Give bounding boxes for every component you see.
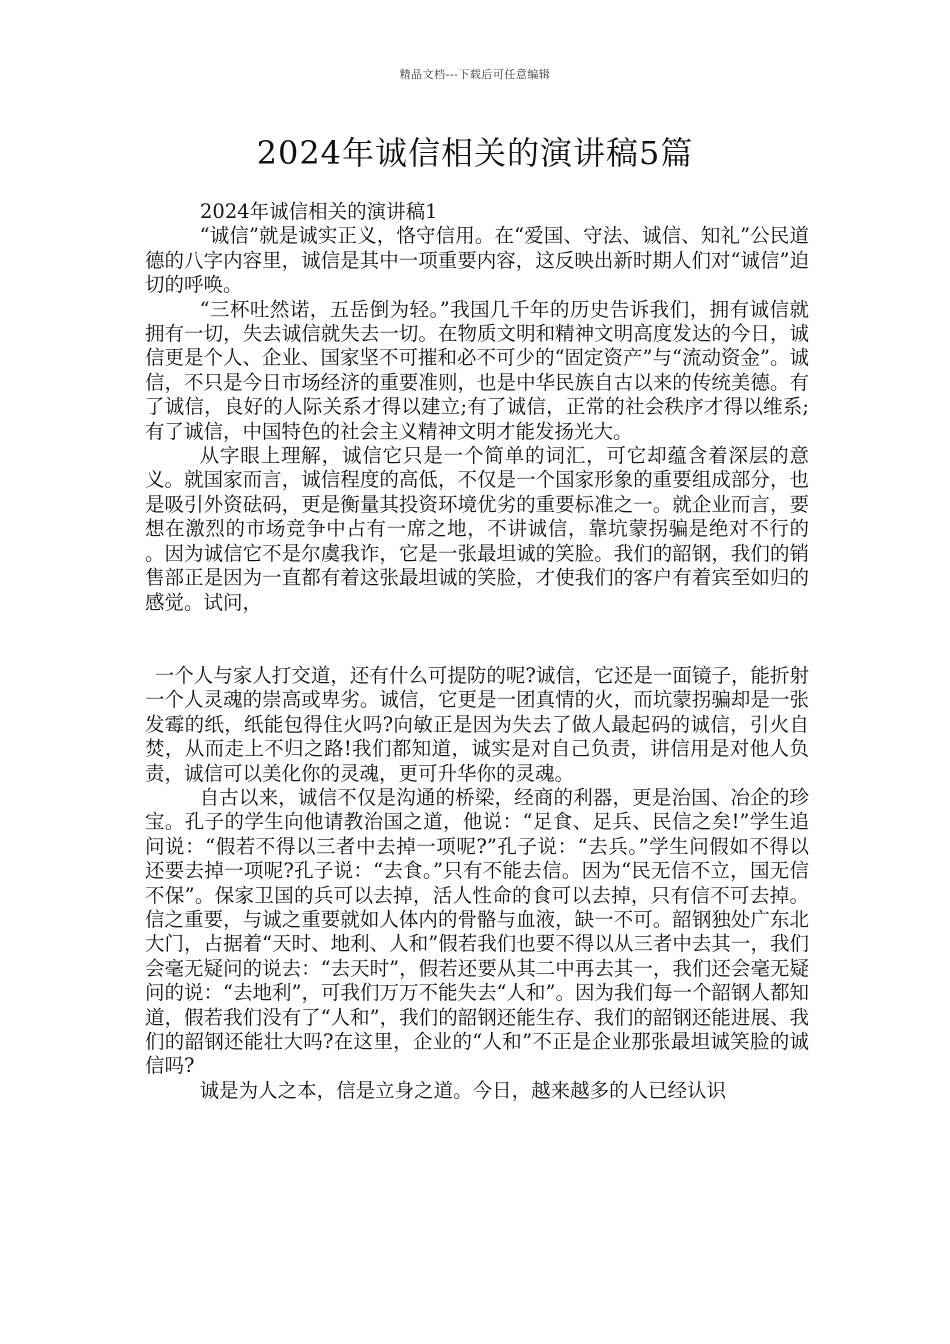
paragraph: 自古以来，诚信不仅是沟通的桥梁，经商的利器，更是治国、冶企的珍宝。孔子的学生向他请教治国之道，他说：“足食、足兵、民信之矣!”学生追问说：“假若不得以三者中去掉一项呢?”孔子说：“去兵。”学生问假如不得以还要去掉一项呢?孔子说：“去食。”只有不能去信。因为“民无信不立，国无信不保”。保家卫国的兵可以去掉，活人性命的食可以去掉，只有信不可去掉。信之重要，与诚之重要就如人体内的骨骼与血液，缺一不可。韶钢独处广东北大门，占据着“天时、地利、人和”假若我们也要不得以从三者中去其一，我们会毫无疑问的说去：“去天时”，假若还要从其二中再去其一，我们还会毫无疑问的说：“去地利”，可我们万万不能失去“人和”。因为我们每一个韶钢人都知道，假若我们没有了“人和”，我们的韶钢还能生存、我们的韶钢还能进展、我们的韶钢还能壮大吗?在这里，企业的“人和”不正是企业那张最坦诚笑脸的诚信吗? <box>145 785 809 1078</box>
header-note: 精品文档---下载后可任意编辑 <box>399 68 551 81</box>
document-title: 2024年诚信相关的演讲稿5篇 <box>256 134 694 172</box>
section-subheading: 2024年诚信相关的演讲稿1 <box>200 200 438 223</box>
document-body <box>145 200 809 1103</box>
paragraph: 从字眼上理解，诚信它只是一个简单的词汇，可它却蕴含着深层的意义。就国家而言，诚信程度的高低，不仅是一个国家形象的重要组成部分，也是吸引外资砝码，更是衡量其投资环境优劣的重要标准之一。就企业而言，要想在激烈的市场竞争中占有一席之地，不讲诚信，靠坑蒙拐骗是绝对不行的 。因为诚信它不是尔虞我诈，它是一张最坦诚的笑脸。我们的韶钢，我们的销售部正是因为一直都有着这张最坦诚的笑脸，才使我们的客户有着宾至如归的感觉。试问， <box>145 444 809 614</box>
paragraph: “三杯吐然诺，五岳倒为轻。”我国几千年的历史告诉我们，拥有诚信就拥有一切，失去诚信就失去一切。在物质文明和精神文明高度发达的今日，诚信更是个人、企业、国家坚不可摧和必不可少的“固定资产”与“流动资金”。诚信，不只是今日市场经济的重要准则，也是中华民族自古以来的传统美德。有了诚信，良好的人际关系才得以建立;有了诚信，正常的社会秩序才得以维系;有了诚信，中国特色的社会主义精神文明才能发扬光大。 <box>145 297 809 443</box>
paragraph-gap <box>145 615 809 664</box>
paragraph: “诚信”就是诚实正义，恪守信用。在“爱国、守法、诚信、知礼”公民道德的八字内容里，诚信是其中一项重要内容，这反映出新时期人们对“诚信”迫切的呼唤。 <box>145 224 809 297</box>
paragraph: 一个人与家人打交道，还有什么可提防的呢?诚信，它还是一面镜子，能折射一个人灵魂的崇高或卑劣。诚信，它更是一团真情的火，而坑蒙拐骗却是一张发霉的纸，纸能包得住火吗?向敏正是因为失去了做人最起码的诚信，引火自焚，从而走上不归之路!我们都知道，诚实是对自己负责，讲信用是对他人负责，诚信可以美化你的灵魂，更可升华你的灵魂。 <box>145 663 809 785</box>
paragraph: 诚是为人之本，信是立身之道。今日，越来越多的人已经认识 <box>199 1078 727 1102</box>
